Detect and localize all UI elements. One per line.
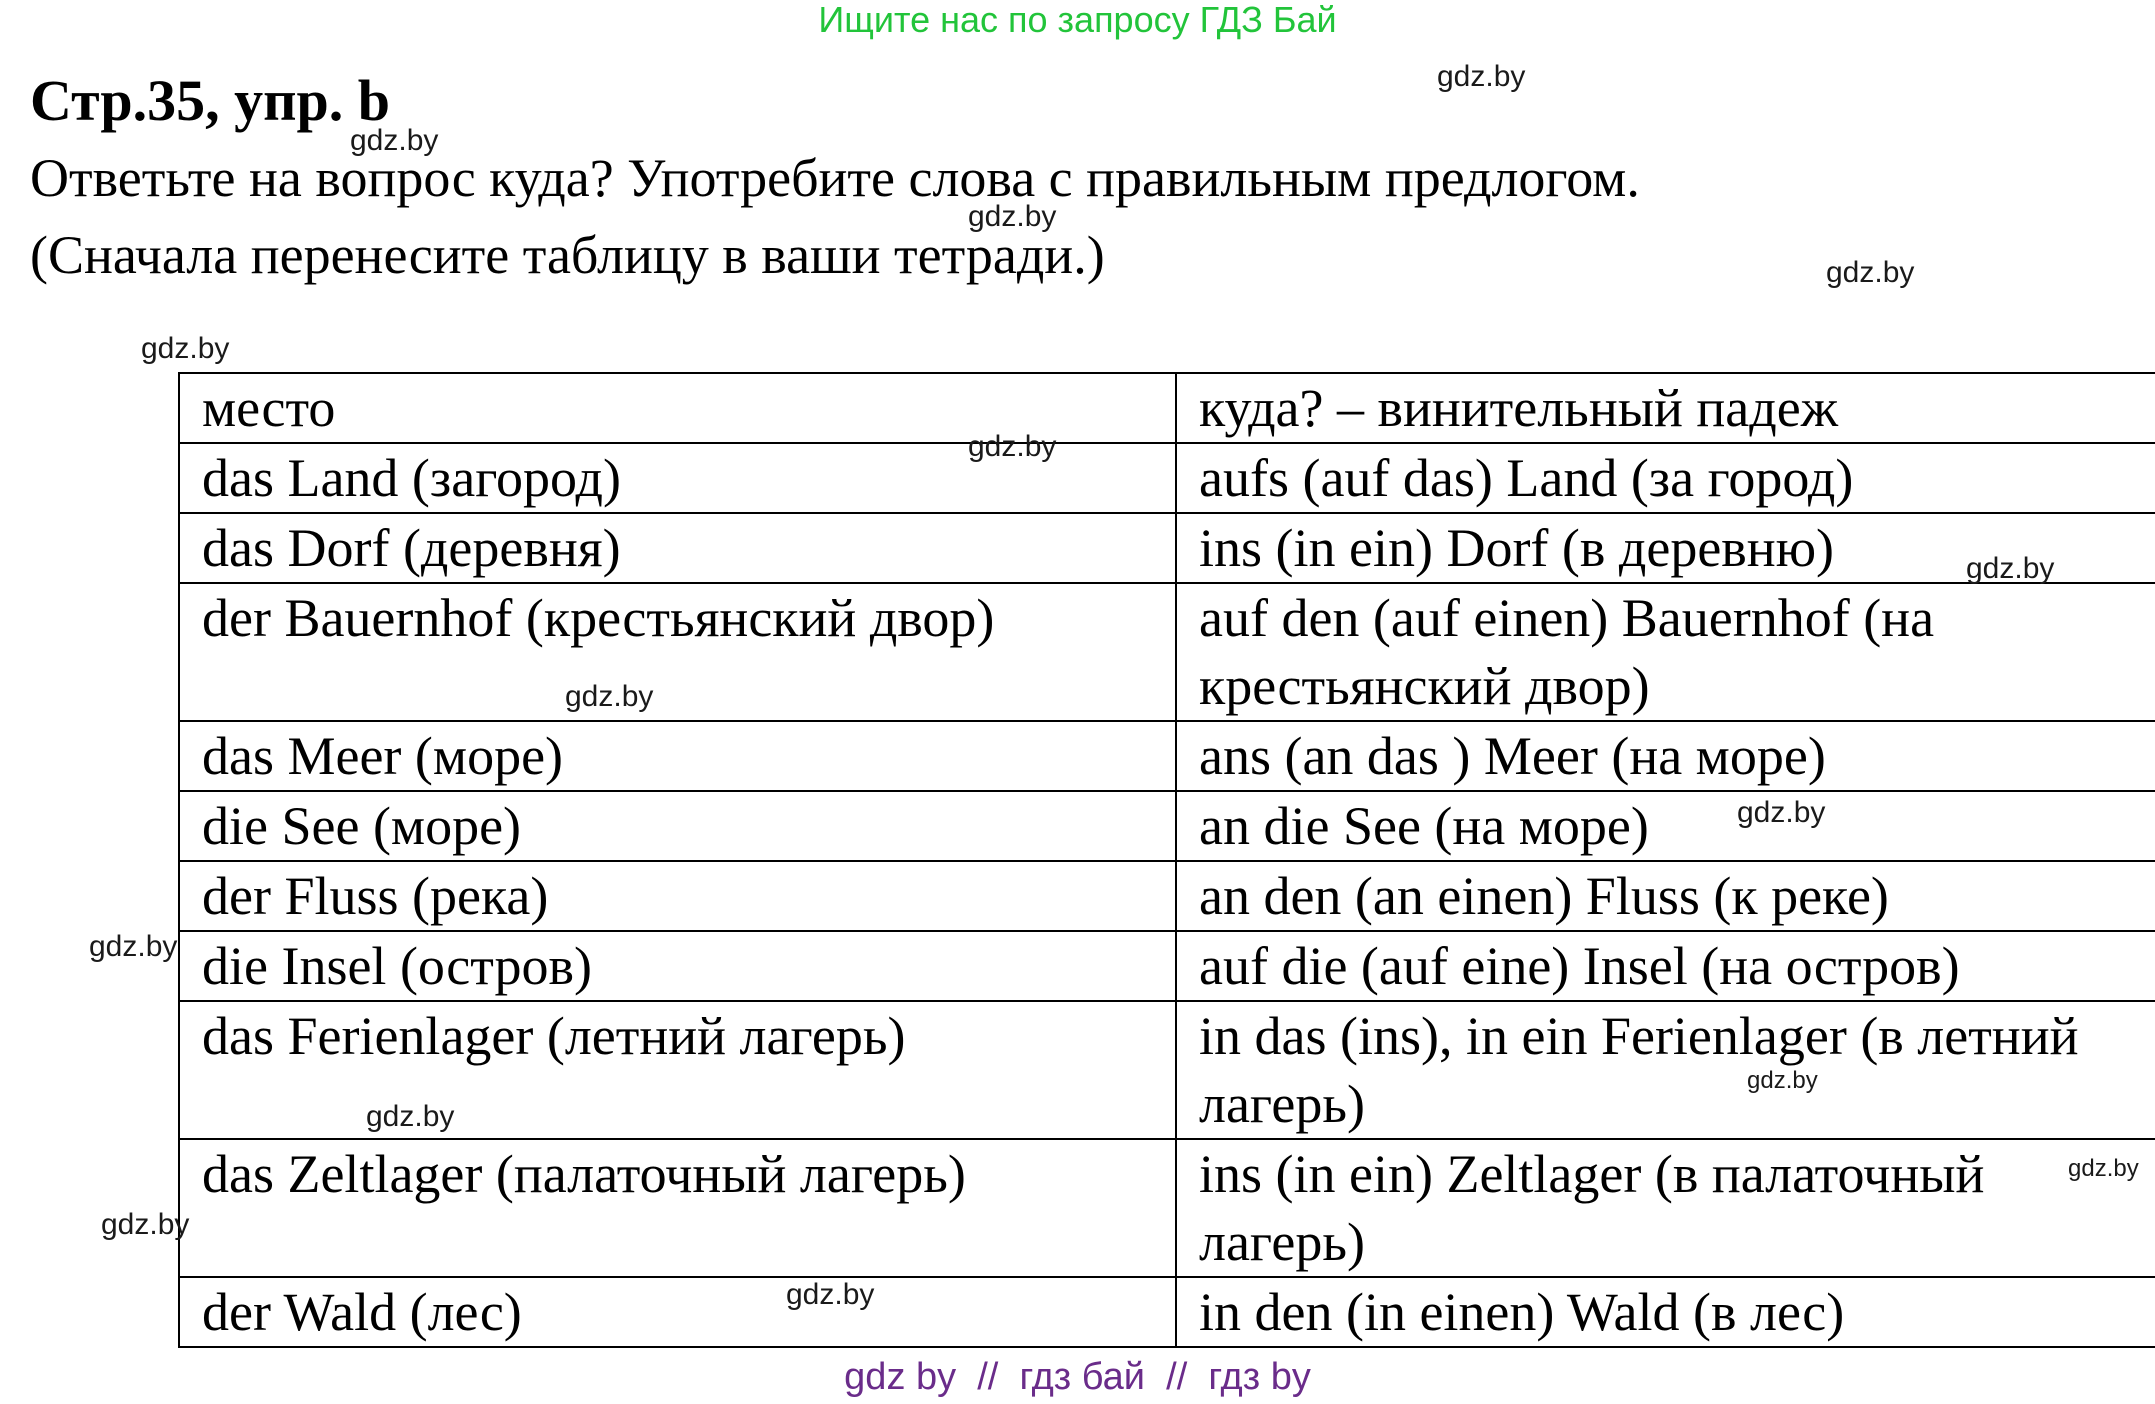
instruction-line-2: (Сначала перенесите таблицу в ваши тетради.) — [30, 225, 1105, 285]
where-text: an die See (на море) — [1199, 796, 1649, 856]
header-place-text: место — [202, 378, 336, 438]
watermark: gdz.by — [101, 1208, 190, 1241]
place-text: das Zeltlager (палаточный лагерь) — [202, 1144, 966, 1204]
where-cell — [1176, 931, 2155, 1001]
header-where-text: куда? – винительный падеж — [1199, 378, 1839, 438]
where-text: in den (in einen) Wald (в лес) — [1199, 1282, 1845, 1342]
where-cell — [1176, 791, 2155, 861]
table-row — [179, 1139, 2155, 1277]
where-text: ins (in ein) Dorf (в деревню) — [1199, 518, 1835, 578]
watermark: gdz.by — [1826, 256, 1915, 289]
table-row — [179, 861, 2155, 931]
place-text: der Wald (лес) — [202, 1282, 522, 1342]
where-cell — [1176, 1001, 2155, 1139]
table-row — [179, 443, 2155, 513]
table-row — [179, 1001, 2155, 1139]
place-text: der Bauernhof (крестьянский двор) — [202, 588, 995, 648]
watermark: gdz.by — [366, 1100, 455, 1133]
where-cell — [1176, 583, 2155, 721]
table-row — [179, 513, 2155, 583]
where-cell — [1176, 1139, 2155, 1277]
where-text-continued: крестьянский двор) — [1199, 656, 1650, 716]
footer-watermark: gdz by // гдз бай // гдз by — [844, 1356, 1311, 1398]
watermark: gdz.by — [1437, 60, 1526, 93]
where-text: auf die (auf eine) Insel (на остров) — [1199, 936, 1960, 996]
place-cell — [179, 931, 1176, 1001]
place-cell — [179, 721, 1176, 791]
place-text: der Fluss (река) — [202, 866, 549, 926]
place-text: das Land (загород) — [202, 448, 621, 508]
where-cell — [1176, 721, 2155, 791]
place-text: das Dorf (деревня) — [202, 518, 621, 578]
watermark: gdz.by — [1747, 1067, 1818, 1094]
place-cell — [179, 1001, 1176, 1139]
table-row — [179, 1277, 2155, 1347]
instruction-line-1: Ответьте на вопрос куда? Употребите слова с правильным предлогом. — [30, 148, 1640, 208]
where-text-continued: лагерь) — [1199, 1212, 1365, 1272]
table-row — [179, 931, 2155, 1001]
where-cell — [1176, 1277, 2155, 1347]
table-header-row — [179, 373, 2155, 443]
table-row — [179, 721, 2155, 791]
watermark: gdz.by — [350, 124, 439, 157]
search-banner: Ищите нас по запросу ГДЗ Бай — [818, 0, 1337, 40]
place-cell — [179, 1277, 1176, 1347]
place-text: das Meer (море) — [202, 726, 564, 786]
place-text: das Ferienlager (летний лагерь) — [202, 1006, 906, 1066]
place-cell — [179, 1139, 1176, 1277]
place-cell — [179, 583, 1176, 721]
header-cell-where — [1176, 373, 2155, 443]
watermark: gdz.by — [1737, 796, 1826, 829]
watermark: gdz.by — [565, 680, 654, 713]
watermark: gdz.by — [786, 1278, 875, 1311]
watermark: gdz.by — [2068, 1155, 2139, 1182]
watermark: gdz.by — [968, 430, 1057, 463]
preposition-table — [178, 372, 2155, 1348]
place-text: die See (море) — [202, 796, 522, 856]
place-cell — [179, 791, 1176, 861]
where-text: auf den (auf einen) Bauernhof (на — [1199, 588, 1935, 648]
where-text: aufs (auf das) Land (за город) — [1199, 448, 1854, 508]
table-row — [179, 583, 2155, 721]
table-row — [179, 791, 2155, 861]
watermark: gdz.by — [968, 200, 1057, 233]
where-text: ans (an das ) Meer (на море) — [1199, 726, 1826, 786]
place-text: die Insel (остров) — [202, 936, 592, 996]
watermark: gdz.by — [141, 332, 230, 365]
where-cell — [1176, 861, 2155, 931]
where-text: ins (in ein) Zeltlager (в палаточный — [1199, 1144, 1985, 1204]
where-text-continued: лагерь) — [1199, 1074, 1365, 1134]
watermark: gdz.by — [89, 930, 178, 963]
where-text: an den (an einen) Fluss (к реке) — [1199, 866, 1889, 926]
page-title: Стр.35, упр. b — [30, 68, 391, 133]
where-cell — [1176, 443, 2155, 513]
watermark: gdz.by — [1966, 552, 2055, 585]
place-cell — [179, 861, 1176, 931]
where-text: in das (ins), in ein Ferienlager (в летний — [1199, 1006, 2079, 1066]
place-cell — [179, 513, 1176, 583]
